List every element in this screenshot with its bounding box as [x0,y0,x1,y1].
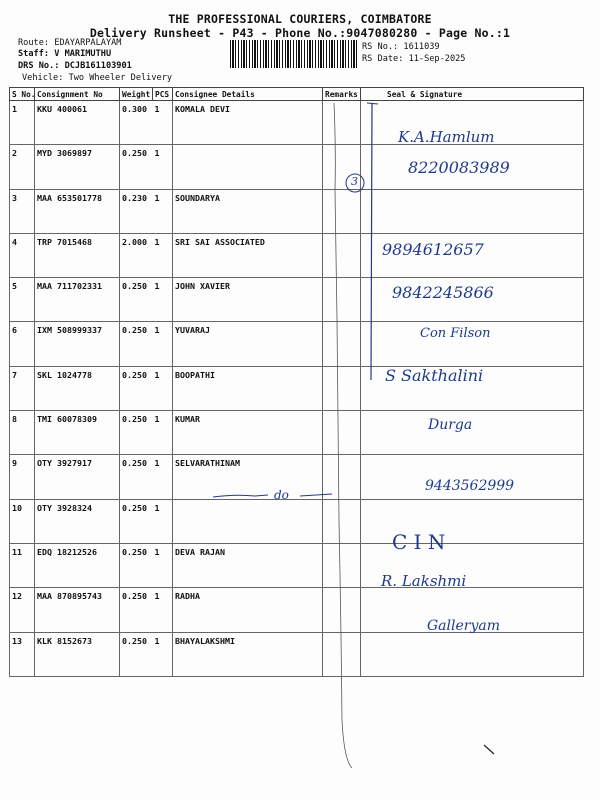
row-consignment-no: MYD 3069897 [35,145,120,189]
row-sno: 9 [10,455,35,499]
ditto-mark: do [274,488,289,502]
rs-date: RS Date: 11-Sep-2025 [362,54,466,64]
row-pcs: 1 [153,455,173,499]
row-weight: 0.250 [120,278,153,322]
row-consignment-no: TRP 7015468 [35,233,120,277]
col-remarks: Remarks [323,88,361,101]
barcode [230,40,358,68]
row-seal-signature [361,632,584,676]
row-pcs: 1 [153,499,173,543]
phone-9: 9443562999 [425,478,515,494]
row-consignee: SELVARATHINAM [173,455,323,499]
rs-number: RS No.: 1611039 [362,42,440,52]
row-weight: 0.250 [120,145,153,189]
row-consignee: BHAYALAKSHMI [173,632,323,676]
col-consignee: Consignee Details [173,88,323,101]
row-weight: 0.250 [120,322,153,366]
row-consignee: RADHA [173,588,323,632]
table-row [10,632,584,676]
signature-8: Durga [428,417,473,433]
row-sno: 8 [10,411,35,455]
row-consignment-no: TMI 60078309 [35,411,120,455]
row-consignment-no: EDQ 18212526 [35,543,120,587]
row-pcs: 1 [153,189,173,233]
row-sno: 12 [10,588,35,632]
signature-13: Galleryam [427,618,500,634]
row-consignment-no: KLK 8152673 [35,632,120,676]
row-remarks [323,632,361,676]
row-remarks [323,588,361,632]
runsheet-title: Delivery Runsheet - P43 - Phone No.:9047080280 - Page No.:1 [89,26,511,40]
row-remarks [323,278,361,322]
table-row [10,101,584,145]
row-sno: 11 [10,543,35,587]
signature-7: S Sakthalini [385,366,484,385]
row-remarks [323,101,361,145]
table-row [10,499,584,543]
row-sno: 1 [10,101,35,145]
row-remarks [323,233,361,277]
row-consignee: KUMAR [173,411,323,455]
row-pcs: 1 [153,543,173,587]
remark-circle-number: 3 [351,175,358,188]
table-row [10,189,584,233]
signature-6: Con Filson [420,326,491,341]
row-remarks [323,543,361,587]
row-pcs: 1 [153,632,173,676]
vehicle-label: Vehicle: Two Wheeler Delivery [22,73,173,83]
signature-11: C I N [392,530,446,554]
row-seal-signature [361,189,584,233]
drs-label: DRS No.: DCJB161103901 [18,61,132,71]
row-consignee: KOMALA DEVI [173,101,323,145]
row-sno: 2 [10,145,35,189]
route-label: Route: EDAYARPALAYAM [18,38,122,48]
row-pcs: 1 [153,101,173,145]
row-pcs: 1 [153,233,173,277]
row-sno: 3 [10,189,35,233]
row-weight: 0.300 [120,101,153,145]
row-weight: 0.250 [120,632,153,676]
row-sno: 10 [10,499,35,543]
table-row [10,322,584,366]
row-remarks [323,189,361,233]
col-weight: Weight [120,88,153,101]
table-row [10,411,584,455]
row-weight: 0.250 [120,543,153,587]
row-pcs: 1 [153,322,173,366]
row-consignee [173,499,323,543]
table-row [10,366,584,410]
row-consignee: SRI SAI ASSOCIATED [173,233,323,277]
row-sno: 13 [10,632,35,676]
row-consignment-no: KKU 400061 [35,101,120,145]
row-consignee: JOHN XAVIER [173,278,323,322]
row-consignee: SOUNDARYA [173,189,323,233]
company-title: THE PROFESSIONAL COURIERS, COIMBATORE [168,12,432,26]
row-pcs: 1 [153,366,173,410]
table-row [10,543,584,587]
col-sno: S No. [10,88,35,101]
table-header [10,88,584,101]
row-remarks [323,411,361,455]
row-sno: 6 [10,322,35,366]
row-consignment-no: MAA 653501778 [35,189,120,233]
row-sno: 4 [10,233,35,277]
row-consignment-no: IXM 508999337 [35,322,120,366]
row-sno: 7 [10,366,35,410]
phone-1: 8220083989 [408,158,510,177]
row-remarks [323,366,361,410]
row-weight: 0.250 [120,455,153,499]
phone-4: 9894612657 [382,240,484,259]
row-consignment-no: OTY 3927917 [35,455,120,499]
row-weight: 0.250 [120,411,153,455]
phone-5: 9842245866 [392,283,494,302]
row-sno: 5 [10,278,35,322]
row-weight: 2.000 [120,233,153,277]
col-consignment: Consignment No [35,88,120,101]
row-pcs: 1 [153,278,173,322]
row-consignee: DEVA RAJAN [173,543,323,587]
row-pcs: 1 [153,588,173,632]
row-weight: 0.250 [120,366,153,410]
row-consignee: BOOPATHI [173,366,323,410]
row-pcs: 1 [153,145,173,189]
row-consignment-no: OTY 3928324 [35,499,120,543]
col-pcs: PCS [153,88,173,101]
row-weight: 0.250 [120,588,153,632]
row-remarks [323,455,361,499]
signature-12: R. Lakshmi [381,572,467,590]
row-consignment-no: MAA 870895743 [35,588,120,632]
row-remarks [323,322,361,366]
row-consignee [173,145,323,189]
row-weight: 0.230 [120,189,153,233]
row-weight: 0.250 [120,499,153,543]
row-consignment-no: SKL 1024778 [35,366,120,410]
table-row [10,233,584,277]
row-remarks [323,499,361,543]
signature-1: K.A.Hamlum [398,128,495,146]
staff-label: Staff: V MARIMUTHU [18,49,112,59]
row-consignment-no: MAA 711702331 [35,278,120,322]
row-pcs: 1 [153,411,173,455]
table-row [10,278,584,322]
row-consignee: YUVARAJ [173,322,323,366]
col-seal: Seal & Signature [361,88,584,101]
